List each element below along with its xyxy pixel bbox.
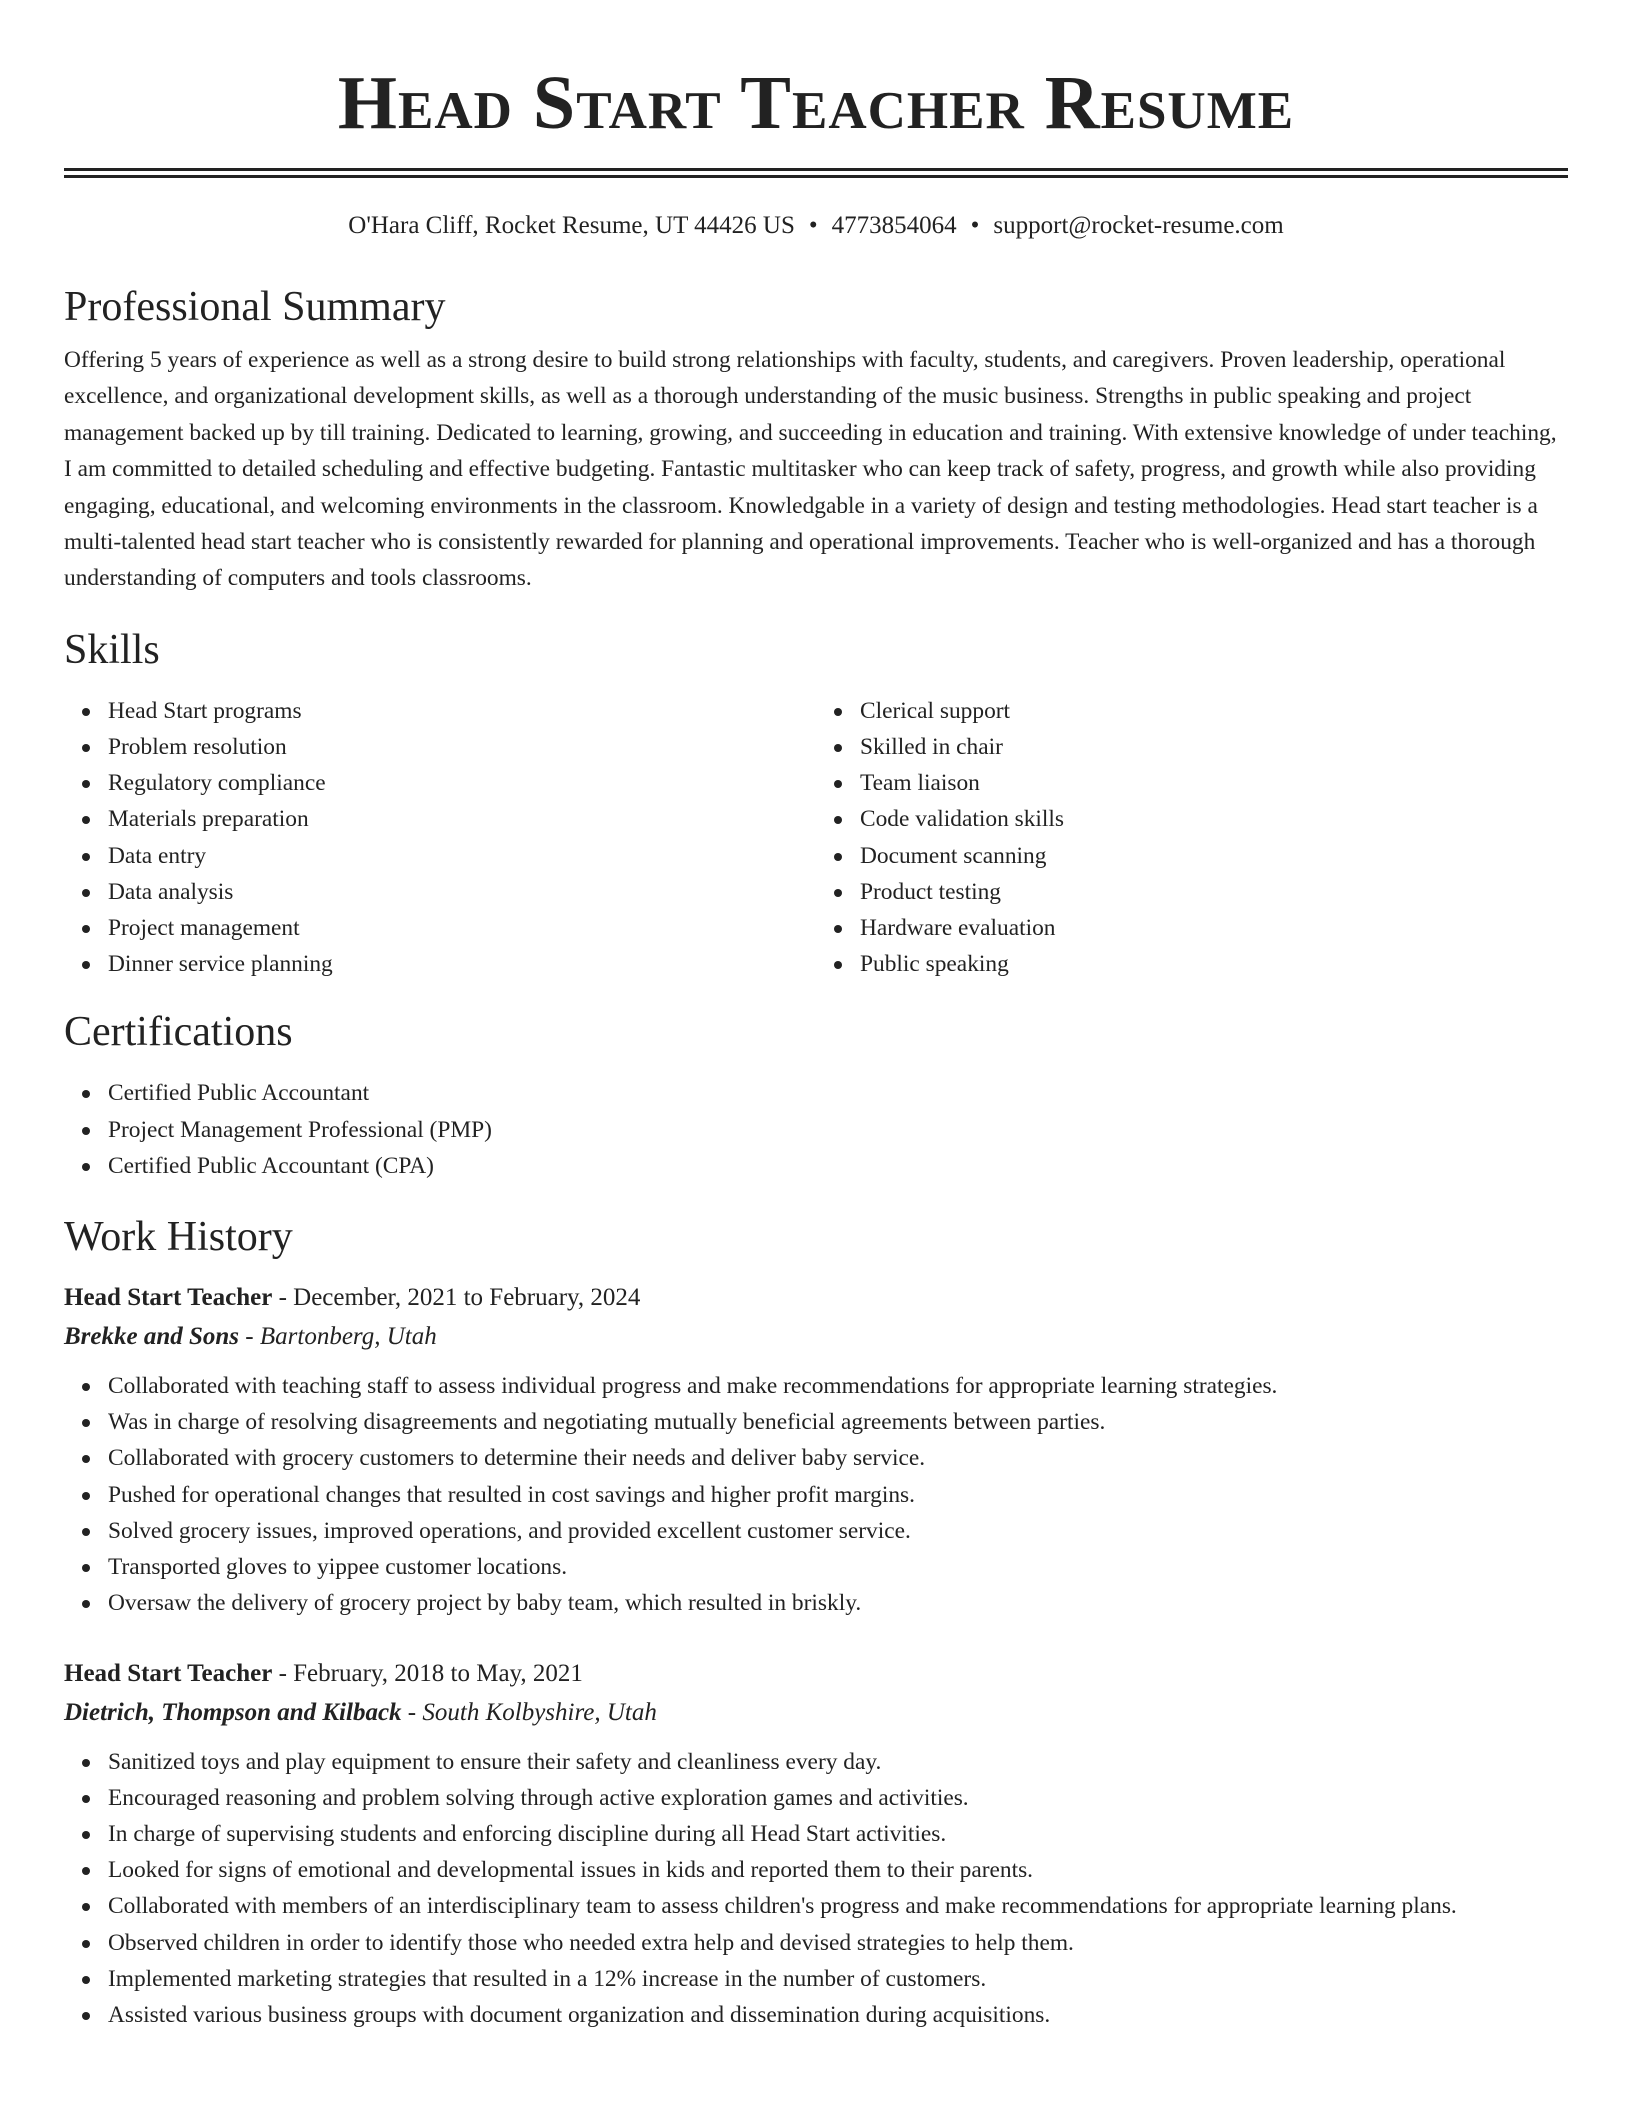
job-dates: - February, 2018 to May, 2021 (278, 1659, 583, 1687)
job-location: - Bartonberg, Utah (245, 1323, 437, 1351)
skills-columns (64, 693, 1568, 983)
job-duty: Transported gloves to yippee customer locations. (108, 1549, 1568, 1585)
certification-item: Project Management Professional (PMP) (108, 1112, 1568, 1148)
skill-item: Document scanning (860, 838, 1568, 874)
resume-title: Head Start Teacher Resume (337, 61, 1295, 145)
skill-item: Materials preparation (108, 801, 816, 837)
certification-item: Certified Public Accountant (CPA) (108, 1148, 1568, 1184)
job-duty: Oversaw the delivery of grocery project by baby team, which resulted in briskly. (108, 1585, 1568, 1621)
job-duty: Looked for signs of emotional and developmental issues in kids and reported them to their parents. (108, 1852, 1568, 1888)
job-duty: Sanitized toys and play equipment to ensure their safety and cleanliness every day. (108, 1744, 1568, 1780)
title-double-rule (64, 168, 1568, 178)
skill-item: Problem resolution (108, 729, 816, 765)
section-heading-work-history: Work History (64, 1214, 293, 1261)
skill-item: Clerical support (860, 693, 1568, 729)
certification-item: Certified Public Accountant (108, 1075, 1568, 1111)
job-title: Head Start Teacher (64, 1284, 273, 1312)
job-duties-list (64, 1368, 1568, 1621)
skill-item: Public speaking (860, 946, 1568, 982)
contact-separator: • (970, 212, 980, 239)
skill-item: Team liaison (860, 765, 1568, 801)
skill-item: Dinner service planning (108, 946, 816, 982)
job-duty: Collaborated with grocery customers to determine their needs and deliver baby service. (108, 1440, 1568, 1476)
job-title-line (64, 1654, 1568, 1693)
skill-item: Data entry (108, 838, 816, 874)
contact-address: O'Hara Cliff, Rocket Resume, UT 44426 US (348, 212, 795, 239)
skill-item: Head Start programs (108, 693, 816, 729)
certifications-list (64, 1075, 1568, 1184)
summary-text: Offering 5 years of experience as well as a strong desire to build strong relationships with faculty, students, and caregivers. Proven leadership, operational excellence, and organizational development skills, as well as a thorough understanding of the music business. Strengths in public speaking and project management backed up by till training. Dedicated to learning, growing, and succeeding in education and training. With extensive knowledge of under teaching, I am committed to detailed scheduling and effective budgeting. Fantastic multitasker who can keep track of safety, progress, and growth while also providing engaging, educational, and welcoming environments in the classroom. Knowledgable in a variety of design and testing methodologies. Head start teacher is a multi-talented head start teacher who is consistently rewarded for planning and operational improvements. Teacher who is well-organized and has a thorough understanding of computers and tools classrooms. (64, 347, 1557, 592)
job-duty: Solved grocery issues, improved operations, and provided excellent customer service. (108, 1513, 1568, 1549)
job-title-line (64, 1278, 1568, 1317)
job-title: Head Start Teacher (64, 1659, 273, 1687)
contact-phone: 4773854064 (831, 212, 957, 239)
skill-item: Code validation skills (860, 801, 1568, 837)
skill-item: Product testing (860, 874, 1568, 910)
job-duty: Implemented marketing strategies that resulted in a 12% increase in the number of customers. (108, 1961, 1568, 1997)
job-duty: Assisted various business groups with document organization and dissemination during acquisitions. (108, 1997, 1568, 2033)
section-heading-skills: Skills (64, 626, 160, 673)
job-duty: Was in charge of resolving disagreements and negotiating mutually beneficial agreements between parties. (108, 1404, 1568, 1440)
job-company: Brekke and Sons (64, 1323, 240, 1351)
skill-item: Regulatory compliance (108, 765, 816, 801)
job-duties-list (64, 1744, 1568, 2034)
skills-list-right (816, 693, 1568, 983)
job-entry (64, 1278, 1568, 1621)
job-duty: Collaborated with teaching staff to assess individual progress and make recommendations for appropriate learning strategies. (108, 1368, 1568, 1404)
skill-item: Data analysis (108, 874, 816, 910)
section-heading-summary: Professional Summary (64, 284, 446, 330)
job-duty: Observed children in order to identify those who needed extra help and devised strategies to help them. (108, 1925, 1568, 1961)
contact-email: support@rocket-resume.com (993, 212, 1284, 239)
job-entry (64, 1654, 1568, 2034)
job-dates: - December, 2021 to February, 2024 (278, 1284, 641, 1312)
job-location: - South Kolbyshire, Utah (407, 1698, 657, 1726)
job-duty: Collaborated with members of an interdisciplinary team to assess children's progress and make recommendations for appropriate learning plans. (108, 1888, 1568, 1924)
skill-item: Hardware evaluation (860, 910, 1568, 946)
skill-item: Skilled in chair (860, 729, 1568, 765)
job-company-line (64, 1317, 1568, 1356)
job-company-line (64, 1693, 1568, 1732)
skill-item: Project management (108, 910, 816, 946)
contact-line (64, 209, 1568, 243)
job-duty: In charge of supervising students and enforcing discipline during all Head Start activities. (108, 1816, 1568, 1852)
section-heading-certifications: Certifications (64, 1009, 293, 1056)
job-company: Dietrich, Thompson and Kilback (64, 1698, 402, 1726)
job-duty: Pushed for operational changes that resulted in cost savings and higher profit margins. (108, 1477, 1568, 1513)
contact-separator: • (808, 212, 818, 239)
job-duty: Encouraged reasoning and problem solving through active exploration games and activities. (108, 1780, 1568, 1816)
skills-list-left (64, 693, 816, 983)
